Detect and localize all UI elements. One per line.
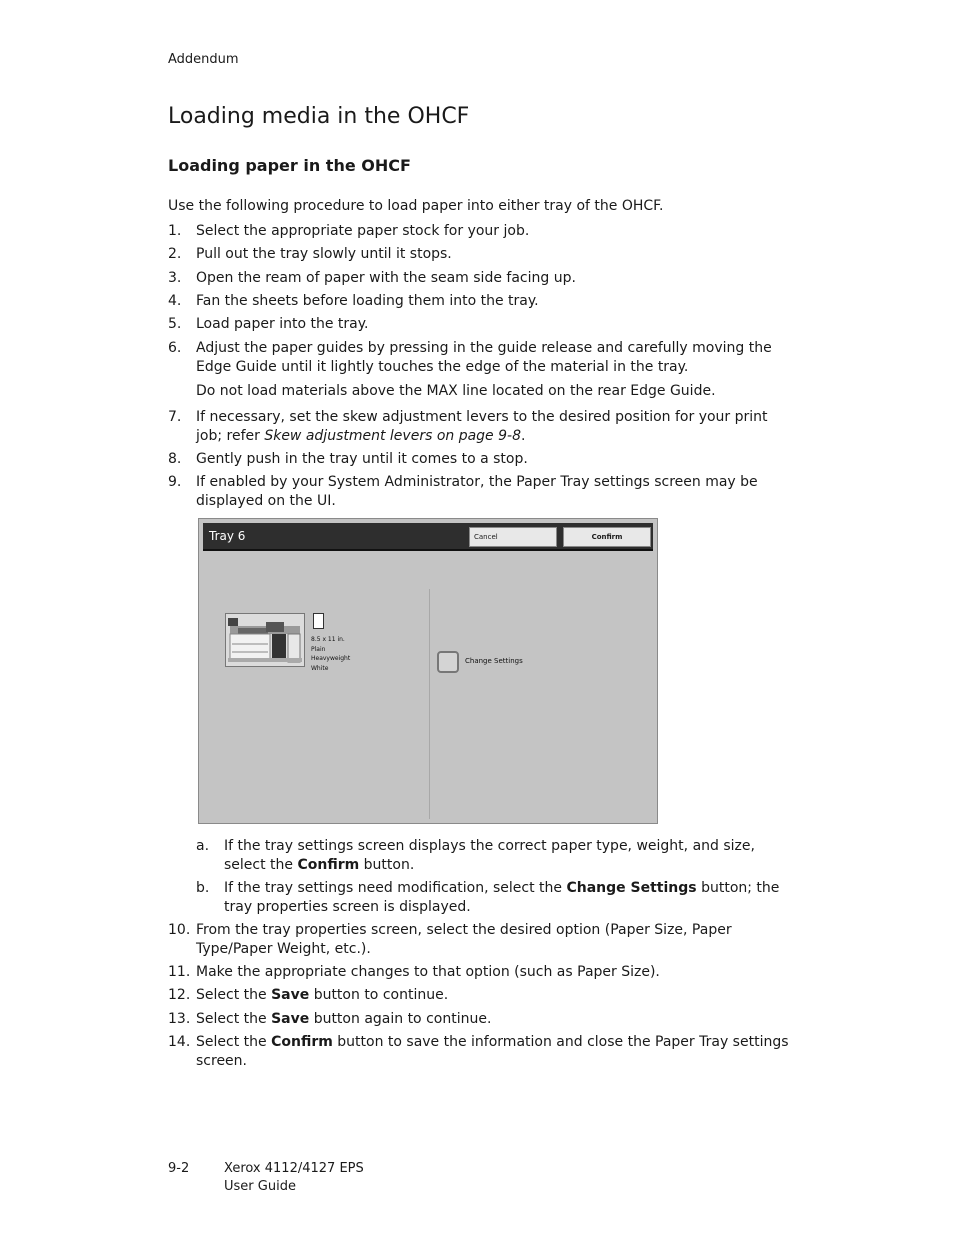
step-number: 6. bbox=[168, 340, 182, 356]
paper-icon bbox=[313, 613, 324, 629]
screen-title-bar bbox=[203, 523, 653, 551]
step-text: From the tray properties screen, select the desired option (Paper Size, Paper Type/Paper Weight, etc.). bbox=[196, 922, 732, 957]
section-subtitle: Loading paper in the OHCF bbox=[168, 156, 411, 175]
substep-letter: a. bbox=[196, 838, 210, 854]
step-text: Select the Save button to continue. bbox=[196, 987, 449, 1003]
step-text: If necessary, set the skew adjustment levers to the desired position for your print job; refer Skew adjustment levers on page 9-8. bbox=[196, 409, 768, 444]
step-number: 14. bbox=[168, 1034, 191, 1050]
step-text: If enabled by your System Administrator, the Paper Tray settings screen may be displayed on the UI. bbox=[196, 474, 758, 509]
step-text: Select the appropriate paper stock for your job. bbox=[196, 223, 530, 239]
guide-name: User Guide bbox=[224, 1179, 296, 1194]
step-number: 8. bbox=[168, 451, 182, 467]
step-text: Select the Confirm button to save the information and close the Paper Tray settings screen. bbox=[196, 1034, 789, 1069]
step-number: 2. bbox=[168, 246, 182, 262]
substep-letter: b. bbox=[196, 880, 210, 896]
intro-paragraph: Use the following procedure to load paper into either tray of the OHCF. bbox=[168, 198, 664, 214]
cross-reference: Skew adjustment levers on page 9-8 bbox=[264, 427, 521, 444]
product-name: Xerox 4112/4127 EPS bbox=[224, 1161, 364, 1176]
running-header: Addendum bbox=[168, 52, 239, 67]
step-text: Gently push in the tray until it comes to a stop. bbox=[196, 451, 528, 467]
step-number: 1. bbox=[168, 223, 182, 239]
page-title: Loading media in the OHCF bbox=[168, 104, 470, 129]
step-text: Load paper into the tray. bbox=[196, 316, 369, 332]
confirm-button[interactable]: Confirm bbox=[563, 527, 651, 547]
printer-image bbox=[225, 613, 305, 667]
footer-product bbox=[224, 1160, 364, 1196]
step-text: Make the appropriate changes to that option (such as Paper Size). bbox=[196, 964, 660, 980]
cancel-button[interactable]: Cancel bbox=[469, 527, 557, 547]
paper-size: 8.5 x 11 in. bbox=[311, 636, 345, 643]
step-number: 4. bbox=[168, 293, 182, 309]
step-number: 5. bbox=[168, 316, 182, 332]
screen-title: Tray 6 bbox=[209, 529, 246, 543]
step-number: 3. bbox=[168, 270, 182, 286]
step-text: Pull out the tray slowly until it stops. bbox=[196, 246, 452, 262]
page-number: 9-2 bbox=[168, 1161, 190, 1176]
step-number: 12. bbox=[168, 987, 191, 1003]
substep-text: If the tray settings need modification, select the Change Settings button; the tray properties screen is displayed. bbox=[224, 880, 780, 915]
change-settings-button[interactable] bbox=[437, 651, 459, 673]
step-number: 9. bbox=[168, 474, 182, 490]
step-number: 7. bbox=[168, 409, 182, 425]
panel-divider bbox=[429, 589, 430, 819]
step-note: Do not load materials above the MAX line located on the rear Edge Guide. bbox=[196, 383, 716, 399]
paper-color: White bbox=[311, 664, 329, 672]
paper-weight: Heavyweight bbox=[311, 655, 351, 662]
tray-settings-screen bbox=[198, 518, 658, 824]
step-text: Open the ream of paper with the seam side facing up. bbox=[196, 270, 576, 286]
step-number: 11. bbox=[168, 964, 191, 980]
step-text: Select the Save button again to continue. bbox=[196, 1011, 492, 1027]
step-text: Fan the sheets before loading them into the tray. bbox=[196, 293, 539, 309]
change-settings-label: Change Settings bbox=[465, 657, 523, 665]
step-number: 13. bbox=[168, 1011, 191, 1027]
paper-details bbox=[311, 635, 350, 673]
substep-text: If the tray settings screen displays the correct paper type, weight, and size, select the Confirm button. bbox=[224, 838, 755, 873]
step-number: 10. bbox=[168, 922, 191, 938]
step-text: Adjust the paper guides by pressing in the guide release and carefully moving the Edge Guide until it lightly touches the edge of the material in the tray. bbox=[196, 340, 772, 375]
paper-type: Plain bbox=[311, 645, 326, 653]
